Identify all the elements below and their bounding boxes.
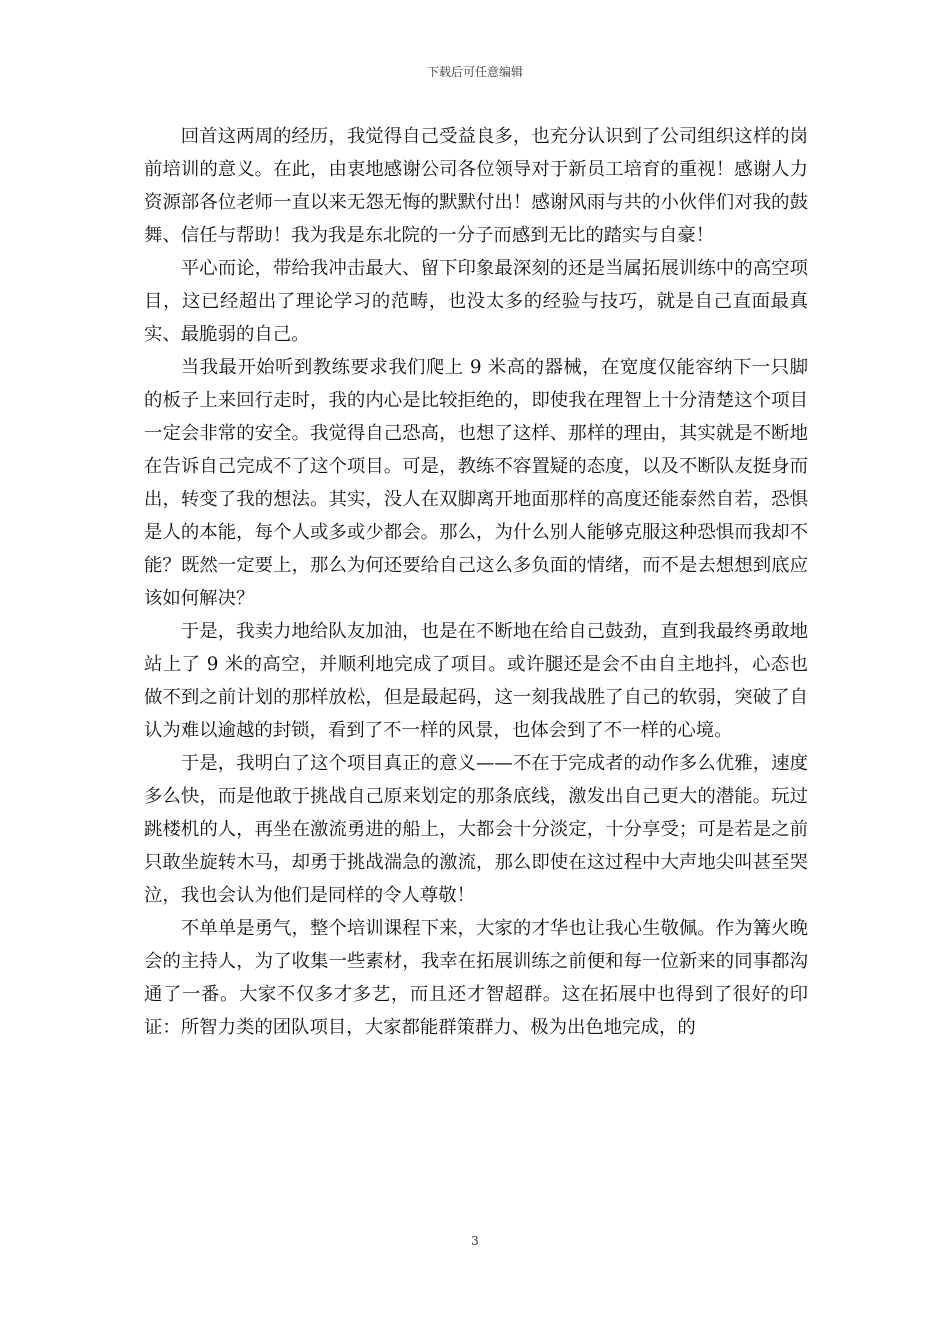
document-body — [144, 120, 808, 1044]
page-header: 下载后可任意编辑 — [426, 65, 523, 79]
paragraph: 回首这两周的经历，我觉得自己受益良多，也充分认识到了公司组织这样的岗前培训的意义。在此，由衷地感谢公司各位领导对于新员工培育的重视！感谢人力资源部各位老师一直以来无怨无悔的默默付出！感谢风雨与共的小伙伴们对我的鼓舞、信任与帮助！我为我是东北院的一分子而感到无比的踏实与自豪！ — [144, 126, 808, 246]
paragraph: 于是，我明白了这个项目真正的意义——不在于完成者的动作多么优雅，速度多么快，而是他敢于挑战自己原来划定的那条底线，激发出自己更大的潜能。玩过跳楼机的人，再坐在激流勇进的船上，大都会十分淡定，十分享受；可是若是之前只敢坐旋转木马，却勇于挑战湍急的激流，那么即使在这过程中大声地尖叫甚至哭泣，我也会认为他们是同样的令人尊敬！ — [144, 753, 808, 906]
page-number: 3 — [471, 1234, 479, 1248]
paragraph: 平心而论，带给我冲击最大、留下印象最深刻的还是当属拓展训练中的高空项目，这已经超出了理论学习的范畴，也没太多的经验与技巧，就是自己直面最真实、最脆弱的自己。 — [144, 258, 808, 345]
paragraph: 不单单是勇气，整个培训课程下来，大家的才华也让我心生敬佩。作为篝火晚会的主持人，为了收集一些素材，我幸在拓展训练之前便和每一位新来的同事都沟通了一番。大家不仅多才多艺，而且还才智超群。这在拓展中也得到了很好的印证：所智力类的团队项目，大家都能群策群力、极为出色地完成，的 — [144, 918, 808, 1038]
paragraph: 于是，我卖力地给队友加油，也是在不断地在给自己鼓劲，直到我最终勇敢地站上了 9 米的高空，并顺利地完成了项目。或许腿还是会不由自主地抖，心态也做不到之前计划的那样放松，但是最起码，这一刻我战胜了自己的软弱，突破了自认为难以逾越的封锁，看到了不一样的风景，也体会到了不一样的心境。 — [144, 621, 808, 741]
paragraph: 当我最开始听到教练要求我们爬上 9 米高的器械，在宽度仅能容纳下一只脚的板子上来回行走时，我的内心是比较拒绝的，即使我在理智上十分清楚这个项目一定会非常的安全。我觉得自己恐高，也想了这样、那样的理由，其实就是不断地在告诉自己完成不了这个项目。可是，教练不容置疑的态度，以及不断队友挺身而出，转变了我的想法。其实，没人在双脚离开地面那样的高度还能泰然自若，恐惧是人的本能，每个人或多或少都会。那么，为什么别人能够克服这种恐惧而我却不能？既然一定要上，那么为何还要给自己这么多负面的情绪，而不是去想想到底应该如何解决？ — [144, 357, 808, 609]
